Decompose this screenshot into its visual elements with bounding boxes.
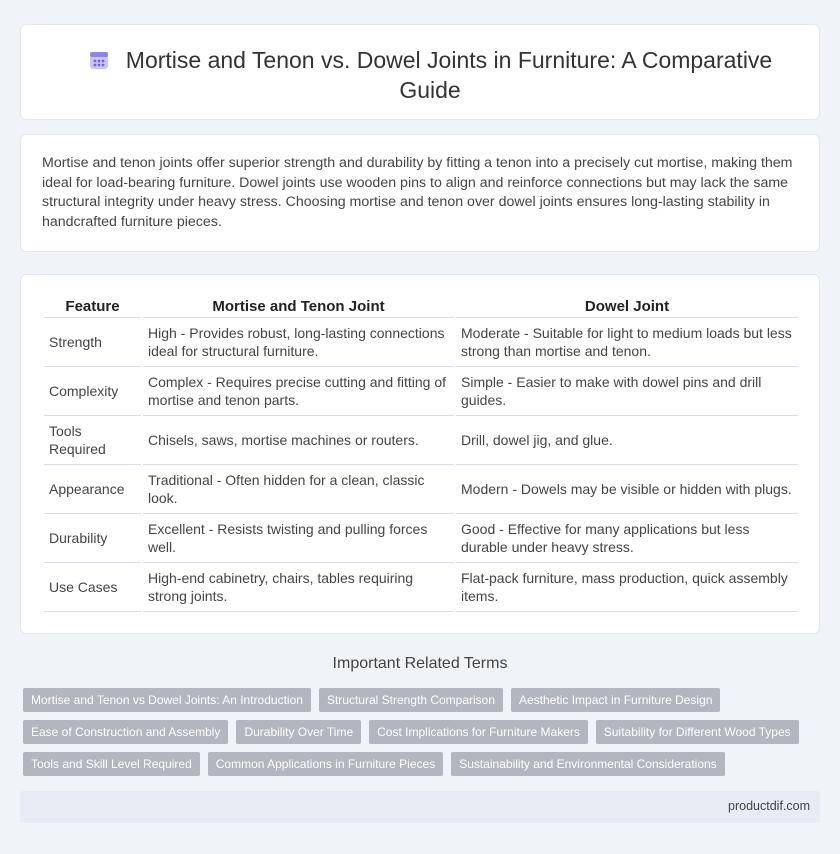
- page-title: Mortise and Tenon vs. Dowel Joints in Furniture: A Comparative Guide: [125, 47, 773, 103]
- related-term-tag[interactable]: Durability Over Time: [236, 720, 361, 744]
- related-term-tag[interactable]: Ease of Construction and Assembly: [23, 720, 228, 744]
- feature-cell: Durability: [44, 514, 141, 563]
- mortise-tenon-cell: High-end cabinetry, chairs, tables requiring strong joints.: [143, 563, 454, 612]
- related-term-tag[interactable]: Aesthetic Impact in Furniture Design: [511, 688, 720, 712]
- table-row: [44, 563, 798, 612]
- mortise-tenon-cell: High - Provides robust, long-lasting connections ideal for structural furniture.: [143, 318, 454, 367]
- feature-cell: Complexity: [44, 367, 141, 416]
- feature-cell: Tools Required: [44, 416, 141, 465]
- calendar-grid-icon: [88, 49, 110, 71]
- page-title-wrap: [61, 45, 799, 105]
- comparison-card: [20, 274, 820, 634]
- related-terms-tags: [23, 688, 823, 784]
- dowel-cell: Simple - Easier to make with dowel pins and drill guides.: [456, 367, 798, 416]
- feature-cell: Appearance: [44, 465, 141, 514]
- feature-cell: Strength: [44, 318, 141, 367]
- table-row: [44, 465, 798, 514]
- intro-paragraph: Mortise and tenon joints offer superior strength and durability by fitting a tenon into a precisely cut mortise, making them ideal for load-bearing furniture. Dowel joints use wooden pins to align and reinforce connections but may lack the same structural integrity under heavy stress. Choosing mortise and tenon over dowel joints ensures long-lasting stability in handcrafted furniture pieces.: [42, 155, 793, 230]
- dowel-cell: Moderate - Suitable for light to medium loads but less strong than mortise and tenon.: [456, 318, 798, 367]
- tag-row: [23, 752, 823, 776]
- related-term-tag[interactable]: Common Applications in Furniture Pieces: [208, 752, 443, 776]
- mortise-tenon-cell: Chisels, saws, mortise machines or routers.: [143, 416, 454, 465]
- header-mortise-tenon: Mortise and Tenon Joint: [143, 296, 454, 318]
- dowel-cell: Modern - Dowels may be visible or hidden with plugs.: [456, 465, 798, 514]
- tag-row: [23, 720, 823, 744]
- comparison-table: [42, 296, 800, 612]
- table-row: [44, 318, 798, 367]
- header-feature: Feature: [44, 296, 141, 318]
- related-term-tag[interactable]: Mortise and Tenon vs Dowel Joints: An Introduction: [23, 688, 311, 712]
- dowel-cell: Good - Effective for many applications but less durable under heavy stress.: [456, 514, 798, 563]
- related-term-tag[interactable]: Cost Implications for Furniture Makers: [369, 720, 588, 744]
- related-term-tag[interactable]: Tools and Skill Level Required: [23, 752, 200, 776]
- header-dowel: Dowel Joint: [456, 296, 798, 318]
- intro-card: [20, 134, 820, 252]
- related-term-tag[interactable]: Structural Strength Comparison: [319, 688, 503, 712]
- related-term-tag[interactable]: Suitability for Different Wood Types: [596, 720, 799, 744]
- table-row: [44, 367, 798, 416]
- mortise-tenon-cell: Traditional - Often hidden for a clean, classic look.: [143, 465, 454, 514]
- table-row: [44, 416, 798, 465]
- dowel-cell: Flat-pack furniture, mass production, quick assembly items.: [456, 563, 798, 612]
- mortise-tenon-cell: Complex - Requires precise cutting and fitting of mortise and tenon parts.: [143, 367, 454, 416]
- dowel-cell: Drill, dowel jig, and glue.: [456, 416, 798, 465]
- title-card: [20, 24, 820, 120]
- mortise-tenon-cell: Excellent - Resists twisting and pulling forces well.: [143, 514, 454, 563]
- related-terms-heading: Important Related Terms: [332, 655, 508, 672]
- tag-row: [23, 688, 823, 712]
- related-term-tag[interactable]: Sustainability and Environmental Considerations: [451, 752, 724, 776]
- feature-cell: Use Cases: [44, 563, 141, 612]
- table-row: [44, 514, 798, 563]
- table-header-row: [44, 296, 798, 318]
- footer: [20, 791, 820, 823]
- footer-site-link[interactable]: productdif.com: [728, 799, 810, 813]
